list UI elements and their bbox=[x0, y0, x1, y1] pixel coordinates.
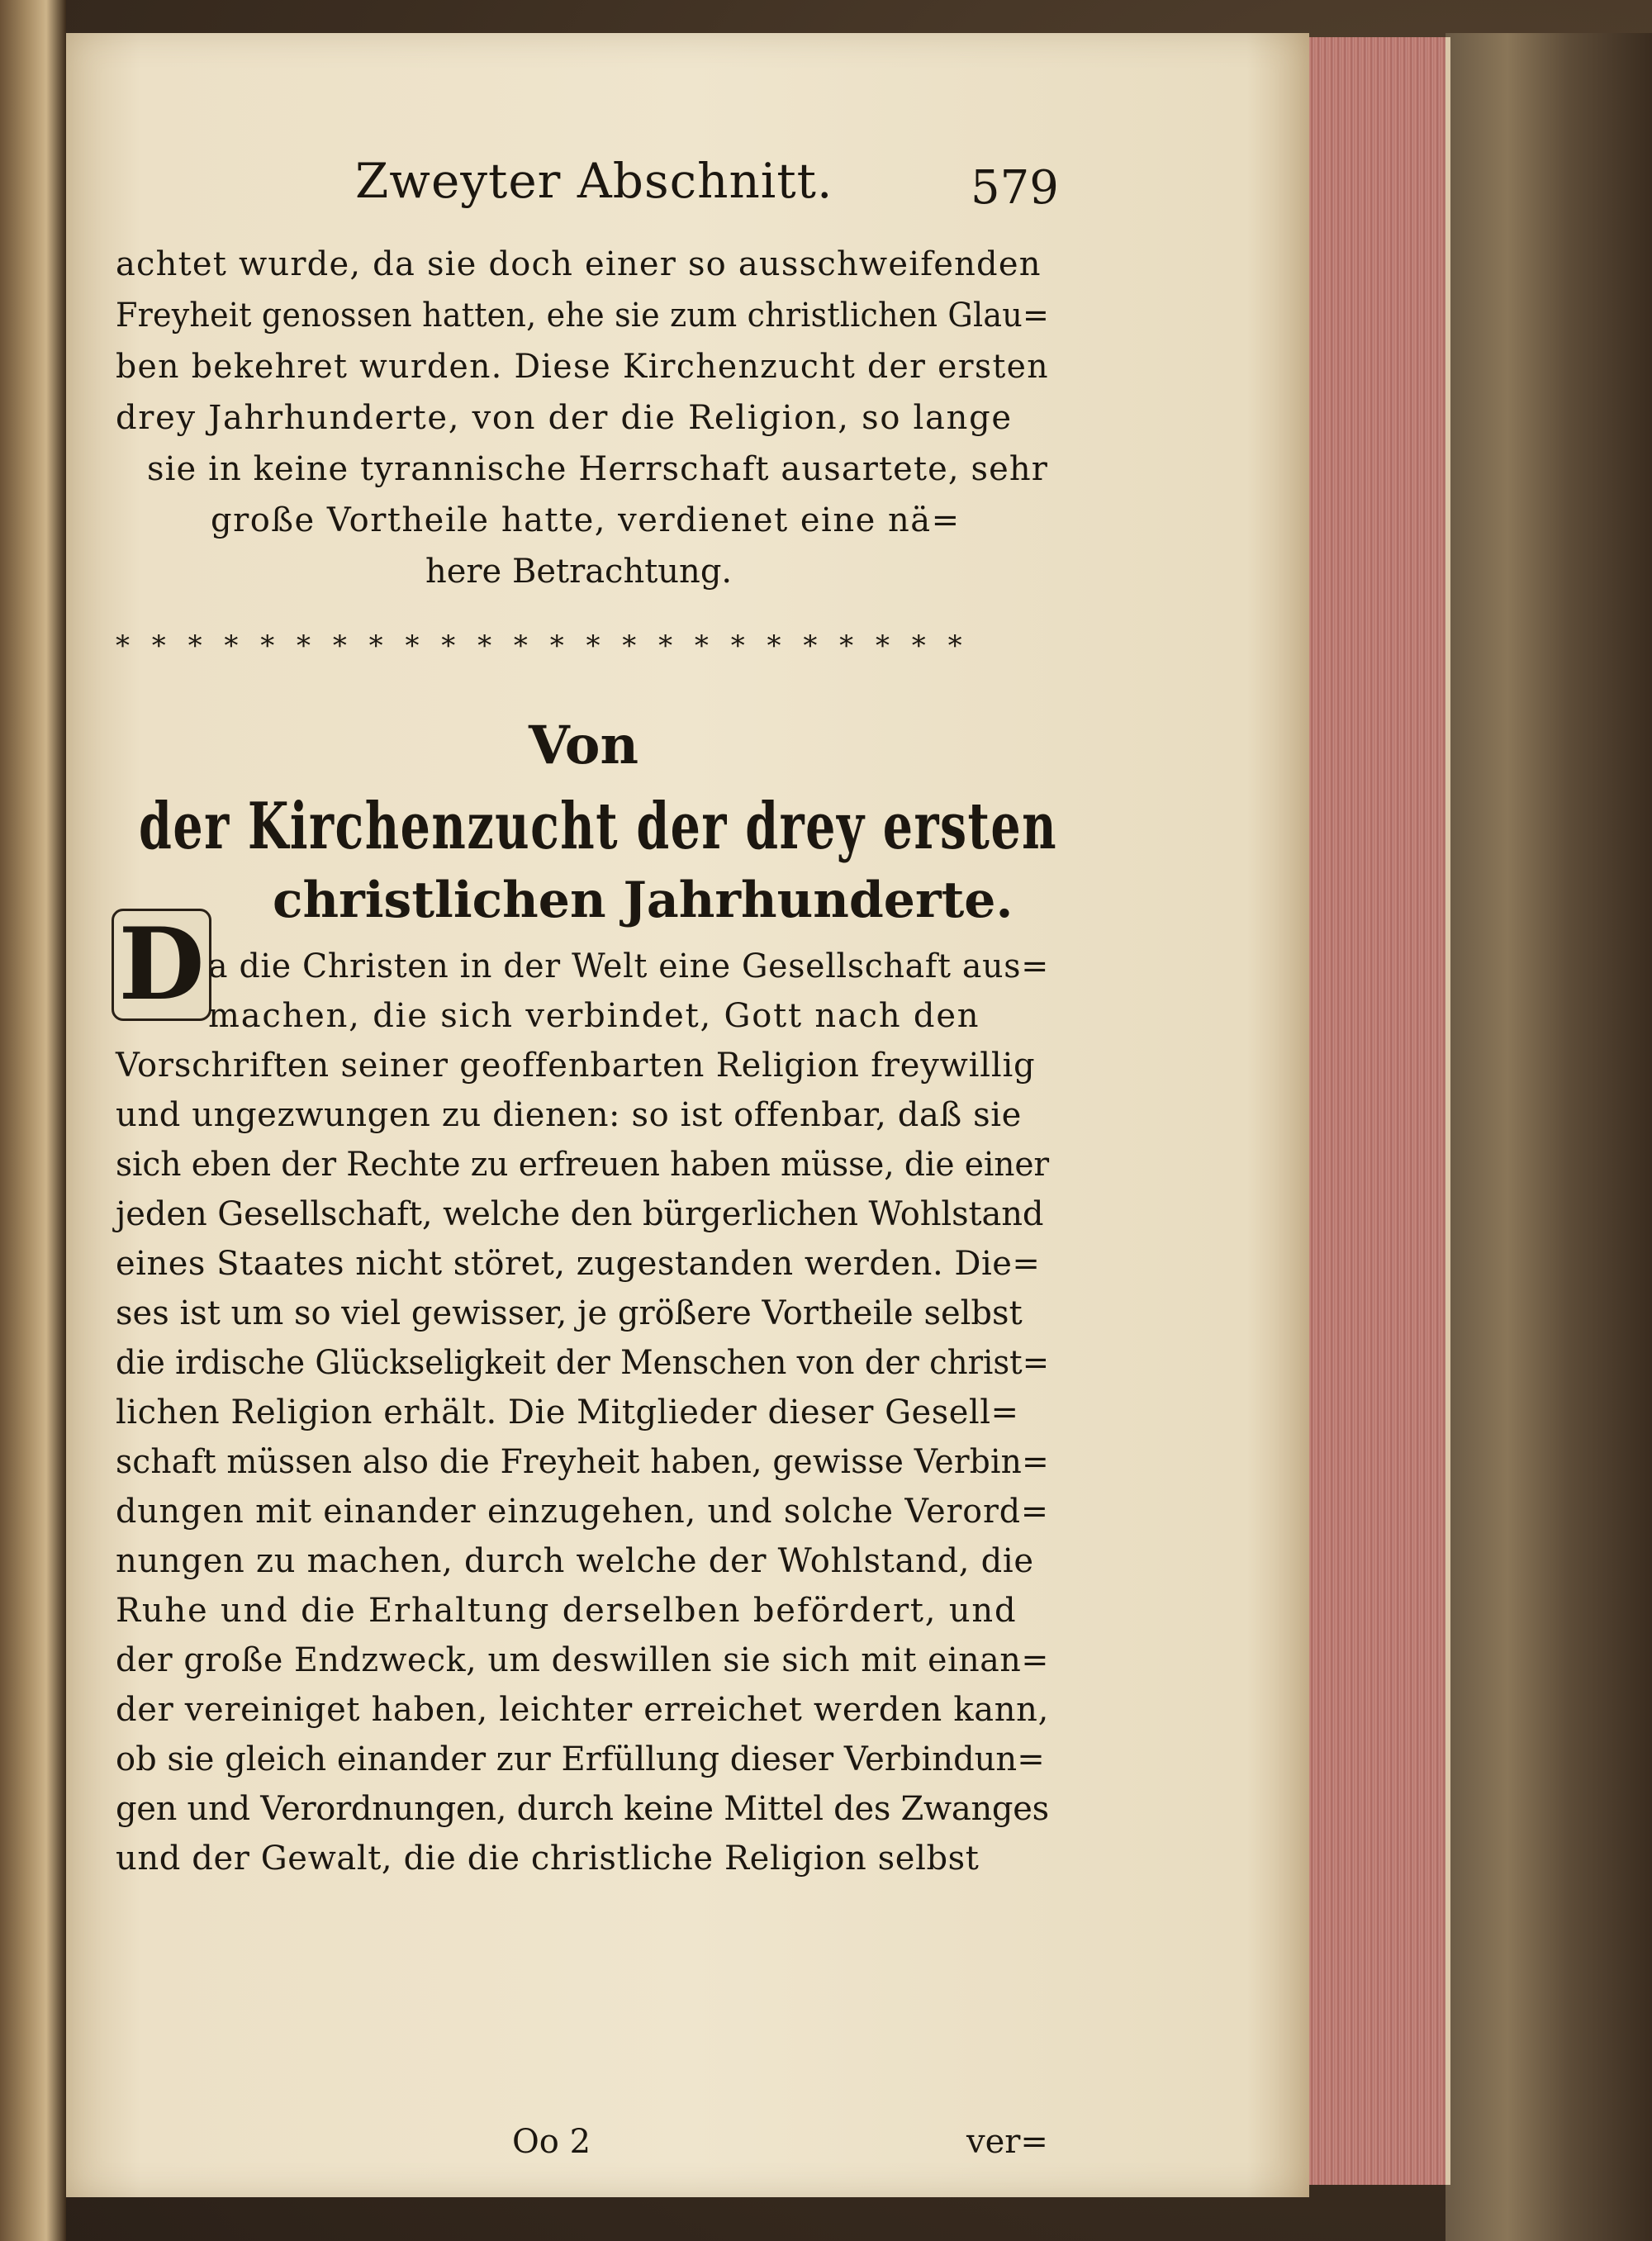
book-cover bbox=[1446, 33, 1652, 2241]
section-subtitle: christlichen Jahrhunderte. bbox=[273, 871, 1014, 929]
text-line: die irdische Glückseligkeit der Menschen von der christ= bbox=[116, 1344, 1050, 1382]
catchword: ver= bbox=[966, 2123, 1048, 2161]
text-line: sich eben der Rechte zu erfreuen haben müsse, die einer bbox=[116, 1146, 1050, 1184]
text-line: Vorschriften seiner geoffenbarten Religion freywillig bbox=[116, 1047, 1036, 1085]
running-head: Zweyter Abschnitt. bbox=[355, 153, 833, 209]
text-line: sie in keine tyrannische Herrschaft ausartete, sehr bbox=[147, 450, 1049, 488]
text-line: machen, die sich verbindet, Gott nach den bbox=[208, 997, 980, 1035]
text-line: eines Staates nicht störet, zugestanden werden. Die= bbox=[116, 1245, 1041, 1283]
text-line: Ruhe und die Erhaltung derselben befördert, und bbox=[116, 1592, 1018, 1630]
text-line: und der Gewalt, die die christliche Religion selbst bbox=[116, 1840, 980, 1878]
drop-cap: D bbox=[112, 909, 211, 1021]
text-line: und ungezwungen zu dienen: so ist offenbar, daß sie bbox=[116, 1096, 1022, 1134]
previous-page-edge bbox=[0, 0, 66, 2241]
text-line: große Vortheile hatte, verdienet eine nä= bbox=[211, 501, 961, 539]
text-line: jeden Gesellschaft, welche den bürgerlichen Wohlstand bbox=[116, 1195, 1044, 1233]
text-line: drey Jahrhunderte, von der die Religion, so lange bbox=[116, 399, 1013, 437]
signature-mark: Oo 2 bbox=[512, 2123, 591, 2161]
page-number: 579 bbox=[971, 161, 1059, 215]
text-line: a die Christen in der Welt eine Gesellschaft aus= bbox=[208, 947, 1049, 985]
text-line: ob sie gleich einander zur Erfüllung dieser Verbindun= bbox=[116, 1740, 1045, 1778]
text-line: der vereiniget haben, leichter erreichet werden kann, bbox=[116, 1691, 1049, 1729]
text-line: gen und Verordnungen, durch keine Mittel des Zwanges bbox=[116, 1790, 1049, 1828]
text-line: nungen zu machen, durch welche der Wohlstand, die bbox=[116, 1542, 1034, 1580]
section-title: der Kirchenzucht der drey ersten bbox=[139, 789, 1058, 864]
text-line: ses ist um so viel gewisser, je größere Vortheile selbst bbox=[116, 1294, 1023, 1332]
text-line: der große Endzweck, um deswillen sie sich mit einan= bbox=[116, 1641, 1050, 1679]
text-line: here Betrachtung. bbox=[425, 553, 733, 591]
text-line: dungen mit einander einzugehen, und solche Verord= bbox=[116, 1493, 1049, 1531]
text-line: Freyheit genossen hatten, ehe sie zum christlichen Glau= bbox=[116, 297, 1050, 335]
text-line: lichen Religion erhält. Die Mitglieder dieser Gesell= bbox=[116, 1394, 1019, 1431]
ornamental-separator: * * * * * * * * * * * * * * * * * * * * * * * * bbox=[116, 629, 969, 662]
text-line: schaft müssen also die Freyheit haben, gewisse Verbin= bbox=[116, 1443, 1050, 1481]
section-title-von: Von bbox=[529, 715, 638, 776]
bleed-through-text bbox=[1008, 182, 1355, 1379]
text-line: ben bekehret wurden. Diese Kirchenzucht der ersten bbox=[116, 348, 1049, 386]
text-line: achtet wurde, da sie doch einer so ausschweifenden bbox=[116, 245, 1042, 283]
